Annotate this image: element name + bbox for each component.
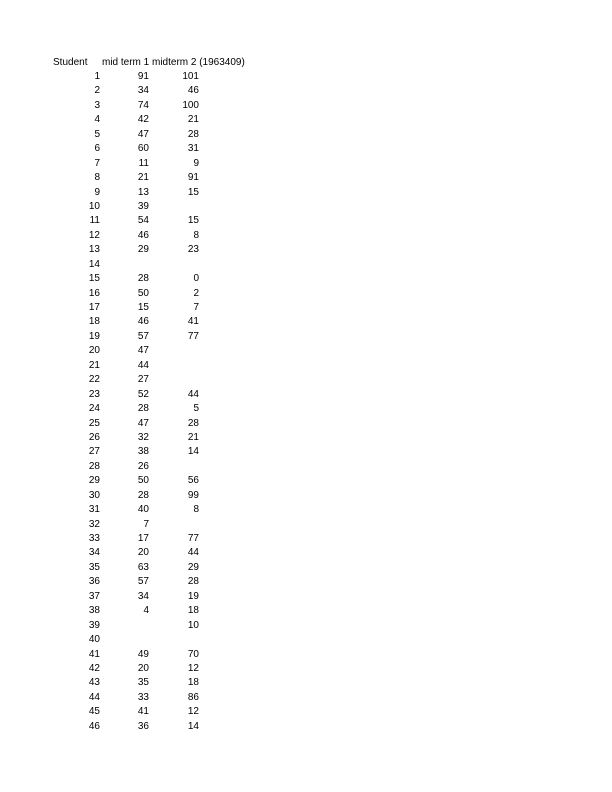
- student-cell: 23: [88, 388, 100, 400]
- student-cell: 21: [88, 359, 100, 371]
- midterm-2-cell: 14: [187, 446, 199, 458]
- midterm-2-cell: 28: [187, 417, 199, 429]
- table-row: [0, 143, 612, 157]
- student-cell: 31: [88, 504, 100, 516]
- midterm-2-cell: 41: [187, 316, 199, 328]
- midterm-1-cell: 17: [137, 533, 149, 544]
- student-cell: 28: [88, 460, 100, 472]
- student-cell: 1: [94, 71, 100, 82]
- midterm-2-cell: 23: [187, 244, 199, 256]
- student-cell: 10: [88, 200, 100, 212]
- midterm-2-cell: 28: [187, 128, 199, 140]
- table-row: [0, 71, 612, 85]
- table-row: [0, 490, 612, 504]
- midterm-2-cell: 2: [193, 287, 199, 299]
- student-cell: 27: [88, 446, 100, 458]
- student-cell: 15: [88, 273, 100, 285]
- midterm-1-cell: 47: [137, 128, 149, 140]
- student-cell: 44: [88, 691, 100, 703]
- table-row: [0, 649, 612, 663]
- midterm-1-cell: 28: [137, 273, 149, 285]
- table-row: [0, 374, 612, 388]
- midterm-1-cell: 33: [137, 691, 149, 703]
- midterm-2-cell: 18: [187, 605, 199, 617]
- table-row: [0, 172, 612, 186]
- midterm-1-cell: 39: [137, 200, 149, 212]
- midterm-2-cell: 77: [187, 330, 199, 342]
- midterm-2-cell: 21: [187, 114, 199, 126]
- midterm-2-cell: 56: [187, 475, 199, 487]
- midterm-2-cell: 29: [187, 561, 199, 573]
- table-row: [0, 576, 612, 590]
- midterm-1-cell: 7: [143, 518, 149, 530]
- student-cell: 17: [88, 302, 100, 313]
- student-cell: 19: [88, 330, 100, 342]
- midterm-2-cell: 46: [187, 85, 199, 97]
- midterm-1-cell: 44: [137, 359, 149, 371]
- midterm-1-cell: 46: [137, 316, 149, 328]
- student-cell: 30: [88, 489, 100, 501]
- table-row: [0, 547, 612, 561]
- score-rows: [0, 71, 612, 735]
- midterm-2-cell: 5: [193, 403, 199, 415]
- student-cell: 37: [88, 590, 100, 602]
- student-cell: 24: [88, 403, 100, 415]
- table-row: [0, 187, 612, 201]
- table-row: [0, 519, 612, 533]
- midterm-1-cell: 40: [137, 504, 149, 516]
- midterm-1-cell: 11: [138, 157, 149, 169]
- midterm-1-cell: 54: [137, 215, 149, 227]
- table-row: [0, 201, 612, 215]
- midterm-2-cell: 15: [187, 215, 199, 227]
- student-cell: 18: [88, 316, 100, 328]
- table-row: [0, 215, 612, 229]
- table-row: [0, 302, 612, 316]
- student-cell: 42: [88, 662, 100, 674]
- table-row: [0, 721, 612, 735]
- midterm-1-cell: 57: [137, 330, 149, 342]
- student-cell: 33: [88, 533, 100, 544]
- midterm-2-cell: 101: [182, 71, 199, 82]
- student-cell: 32: [88, 518, 100, 530]
- midterm-1-cell: 74: [137, 99, 149, 111]
- student-cell: 3: [94, 99, 100, 111]
- table-row: [0, 331, 612, 345]
- midterm-2-cell: 9: [193, 157, 199, 169]
- table-row: [0, 389, 612, 403]
- student-cell: 20: [88, 345, 100, 357]
- student-cell: 16: [88, 287, 100, 299]
- midterm-1-cell: 49: [137, 648, 149, 660]
- midterm-2-cell: 15: [187, 186, 199, 198]
- midterm-1-cell: 47: [137, 417, 149, 429]
- table-row: [0, 230, 612, 244]
- table-row: [0, 461, 612, 475]
- student-cell: 4: [94, 114, 100, 126]
- midterm-1-cell: 29: [137, 244, 149, 256]
- header-student: Student: [53, 57, 88, 68]
- midterm-1-cell: 26: [137, 460, 149, 472]
- midterm-2-cell: 44: [187, 547, 199, 559]
- table-row: [0, 403, 612, 417]
- student-cell: 2: [94, 85, 100, 97]
- midterm-2-cell: 21: [187, 431, 199, 443]
- midterm-2-cell: 8: [193, 504, 199, 516]
- midterm-2-cell: 19: [187, 590, 199, 602]
- table-row: [0, 692, 612, 706]
- table-row: [0, 663, 612, 677]
- midterm-1-cell: 21: [137, 172, 149, 184]
- table-row: [0, 259, 612, 273]
- midterm-1-cell: 13: [137, 186, 149, 198]
- midterm-1-cell: 41: [137, 706, 149, 718]
- student-cell: 22: [88, 374, 100, 386]
- midterm-1-cell: 28: [137, 403, 149, 415]
- midterm-2-cell: 14: [187, 720, 199, 732]
- midterm-1-cell: 35: [137, 677, 149, 689]
- student-cell: 6: [94, 143, 100, 155]
- table-row: [0, 100, 612, 114]
- midterm-1-cell: 50: [137, 475, 149, 487]
- table-row: [0, 475, 612, 489]
- midterm-1-cell: 36: [137, 720, 149, 732]
- student-cell: 11: [89, 215, 100, 227]
- student-cell: 41: [88, 648, 100, 660]
- midterm-2-cell: 0: [193, 273, 199, 285]
- table-row: [0, 288, 612, 302]
- table-row: [0, 244, 612, 258]
- table-row: [0, 504, 612, 518]
- midterm-1-cell: 91: [137, 71, 149, 82]
- student-cell: 5: [94, 128, 100, 140]
- student-cell: 39: [88, 619, 100, 631]
- table-row: [0, 706, 612, 720]
- table-row: [0, 562, 612, 576]
- table-row: [0, 345, 612, 359]
- table-row: [0, 273, 612, 287]
- midterm-1-cell: 15: [137, 302, 149, 313]
- student-cell: 8: [94, 172, 100, 184]
- student-cell: 9: [94, 186, 100, 198]
- midterm-2-cell: 7: [193, 302, 199, 313]
- table-row: [0, 85, 612, 99]
- midterm-2-cell: 70: [187, 648, 199, 660]
- midterm-1-cell: 27: [137, 374, 149, 386]
- midterm-1-cell: 47: [137, 345, 149, 357]
- student-cell: 26: [88, 431, 100, 443]
- midterm-2-cell: 91: [187, 172, 199, 184]
- table-row: [0, 605, 612, 619]
- midterm-1-cell: 46: [137, 229, 149, 241]
- midterm-2-cell: 86: [187, 691, 199, 703]
- student-cell: 25: [88, 417, 100, 429]
- table-row: [0, 158, 612, 172]
- table-row: [0, 677, 612, 691]
- student-cell: 43: [88, 677, 100, 689]
- midterm-2-cell: 10: [187, 619, 199, 631]
- student-cell: 7: [94, 157, 100, 169]
- midterm-2-cell: 77: [187, 533, 199, 544]
- midterm-1-cell: 32: [137, 431, 149, 443]
- student-cell: 14: [88, 258, 100, 270]
- table-row: [0, 129, 612, 143]
- header-midterm-2: midterm 2 (1963409): [152, 57, 245, 68]
- midterm-1-cell: 50: [137, 287, 149, 299]
- midterm-2-cell: 44: [187, 388, 199, 400]
- table-row: [0, 533, 612, 547]
- table-row: [0, 360, 612, 374]
- midterm-1-cell: 57: [137, 576, 149, 588]
- student-cell: 35: [88, 561, 100, 573]
- midterm-1-cell: 28: [137, 489, 149, 501]
- midterm-1-cell: 52: [137, 388, 149, 400]
- table-row: [0, 634, 612, 648]
- midterm-1-cell: 4: [143, 605, 149, 617]
- table-row: [0, 620, 612, 634]
- student-cell: 45: [88, 706, 100, 718]
- header-midterm-1: mid term 1: [102, 57, 150, 68]
- student-cell: 13: [88, 244, 100, 256]
- midterm-2-cell: 12: [187, 706, 199, 718]
- midterm-2-cell: 8: [193, 229, 199, 241]
- table-row: [0, 114, 612, 128]
- midterm-2-cell: 100: [182, 99, 199, 111]
- midterm-1-cell: 34: [137, 85, 149, 97]
- midterm-1-cell: 20: [137, 662, 149, 674]
- midterm-2-cell: 12: [187, 662, 199, 674]
- student-cell: 46: [88, 720, 100, 732]
- midterm-2-cell: 99: [187, 489, 199, 501]
- student-cell: 12: [88, 229, 100, 241]
- midterm-1-cell: 38: [137, 446, 149, 458]
- midterm-1-cell: 60: [137, 143, 149, 155]
- table-row: [0, 591, 612, 605]
- student-cell: 38: [88, 605, 100, 617]
- midterm-1-cell: 34: [137, 590, 149, 602]
- student-cell: 36: [88, 576, 100, 588]
- midterm-1-cell: 20: [137, 547, 149, 559]
- midterm-1-cell: 63: [137, 561, 149, 573]
- table-row: [0, 316, 612, 330]
- student-cell: 40: [88, 634, 100, 646]
- midterm-2-cell: 31: [187, 143, 199, 155]
- midterm-2-cell: 18: [187, 677, 199, 689]
- student-cell: 29: [88, 475, 100, 487]
- student-cell: 34: [88, 547, 100, 559]
- table-row: [0, 418, 612, 432]
- table-row: [0, 432, 612, 446]
- midterm-2-cell: 28: [187, 576, 199, 588]
- midterm-1-cell: 42: [137, 114, 149, 126]
- table-row: [0, 446, 612, 460]
